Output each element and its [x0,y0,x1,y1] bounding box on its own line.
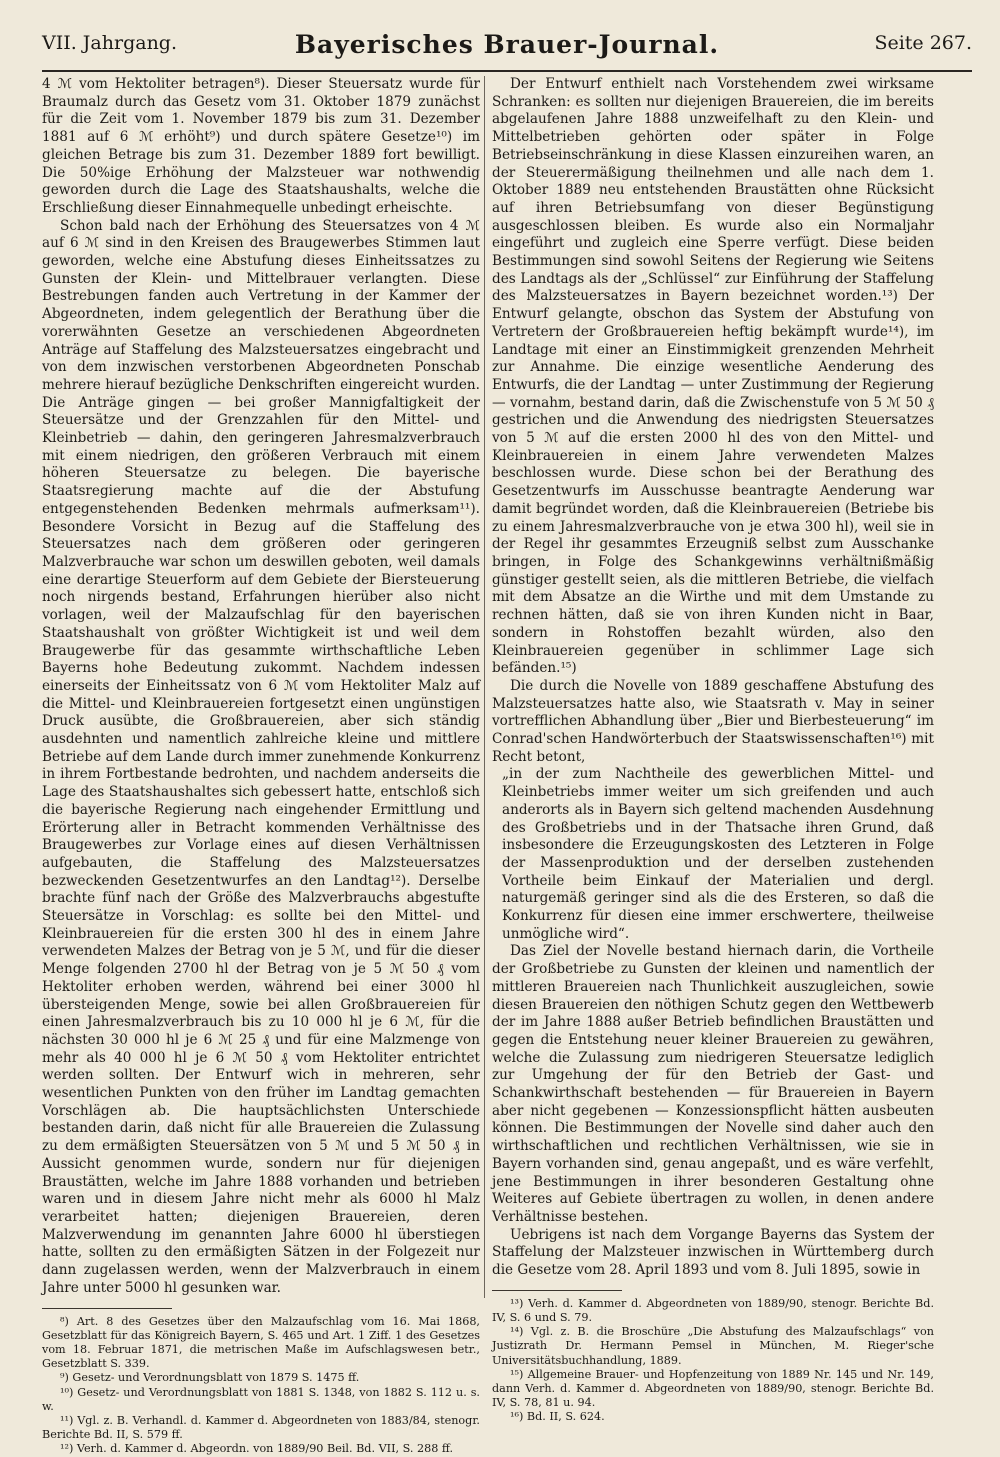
volume-label: VII. Jahrgang. [42,32,178,54]
right-paragraph-3: Das Ziel der Novelle bestand hiernach darin, die Vortheile der Großbetriebe zu Gunsten der kleinen und namentlich der mittleren Brauereien nach Thunlichkeit auszugleichen, sowie diesen Brauereien den nöthigen Schutz gegen den Wettbewerb der im Jahre 1888 außer Betrieb befindlichen Braustätten und gegen die Entstehung neuer kleiner Brauereien zu gewähren, welche die Zulassung zum niedrigeren Steuersatze lediglich zur Umgehung der für den Betrieb der Gast- und Schankwirthschaft bestehenden — für Brauereien in Bayern aber nicht gegebenen — Konzessionspflicht hätten ausbeuten können. Die Bestimmungen der Novelle sind daher auch den wirthschaftlichen und rechtlichen Verhältnissen, wie sie in Bayern vorhanden sind, genau angepaßt, und es wäre verfehlt, jene Bestimmungen in ihrer besonderen Gestaltung ohne Weiteres auf Gebiete übertragen zu wollen, in denen andere Verhältnisse bestehen. [492,943,934,1225]
footnote-12: ¹²) Verh. d. Kammer d. Abgeordn. von 1889/90 Beil. Bd. VII, S. 288 ff. [60,1442,454,1456]
left-paragraph-1: 4 ℳ vom Hektoliter betragen⁸). Dieser Steuersatz wurde für Braumalz durch das Gesetz vom 31. Oktober 1879 zunächst für die Zeit vom 1. November 1879 bis zum 31. Dezember 1881 auf 6 ℳ erhöht⁹) und durch spätere Gesetze¹⁰) im gleichen Betrage bis zum 31. Dezember 1889 fort bewilligt. Die 50%ige Erhöhung der Malzsteuer war nothwendig geworden durch die Lage des Staatshaushalts, welche die Erschließung dieser Einnahmequelle unbedingt erheischte. [42,76,480,216]
column-divider [484,76,485,1298]
footnote-15: ¹⁵) Allgemeine Brauer- und Hopfenzeitung von 1889 Nr. 145 und Nr. 149, dann Verh. d. Kammer d. Abgeordneten von 1889/90, stenogr. Berichte Bd. IV, S. 78, 81 u. 94. [492,1367,934,1410]
right-paragraph-1: Der Entwurf enthielt nach Vorstehendem zwei wirksame Schranken: es sollten nur diejenigen Brauereien, die im bereits abgelaufenen Jahre 1888 unzweifelhaft zu den Klein- und Mittelbetrieben gehörten oder später in Folge Betriebseinschränkung in diese Klassen einzureihen waren, an der Steuerermäßigung theilnehmen und alle nach dem 1. Oktober 1889 neu entstehenden Braustätten ohne Rücksicht auf ihren Betriebsumfang von dieser Begünstigung ausgeschlossen bleiben. Es wurde also ein Normaljahr eingeführt und zugleich eine Sperre verfügt. Diese beiden Bestimmungen sind sowohl Seitens der Regierung wie Seitens des Landtags als der „Schlüssel“ zur Einführung der Staffelung des Malzsteuersatzes in Bayern bezeichnet worden.¹³) Der Entwurf gelangte, obschon das System der Abstufung von Vertretern der Großbrauereien heftig bekämpft wurde¹⁴), im Landtage mit einer an Einstimmigkeit grenzenden Mehrheit zur Annahme. Die einzige wesentliche Aenderung des Entwurfs, die der Landtag — unter Zustimmung der Regierung — vornahm, bestand darin, daß die Zwischenstufe von 5 ℳ 50 ₰ gestrichen und die Anwendung des niedrigsten Steuersatzes von 5 ℳ auf die ersten 2000 hl des von den Mittel- und Kleinbrauereien in einem Jahre verwendeten Malzes beschlossen wurde. Diese schon bei der Berathung des Gesetzentwurfs im Ausschusse beantragte Aenderung war damit begründet worden, daß die Kleinbrauereien (Betriebe bis zu einem Jahresmalzverbrauche von je etwa 300 hl), weil sie in der Regel ihr gesammtes Erzeugniß selbst zum Ausschanke bringen, in Folge des Schankgewinns verhältnißmäßig günstiger gestellt seien, als die mittleren Betriebe, die vielfach mit dem Absatze an die Wirthe und mit dem Umstande zu rechnen hätten, daß sie von ihren Kunden nicht in Baar, sondern in Rohstoffen bezahlt würden, also den Kleinbrauereien gegenüber in schlimmer Lage sich befänden.¹⁵) [492,76,934,677]
footnote-13: ¹³) Verh. d. Kammer d. Abgeordneten von 1889/90, stenogr. Berichte Bd. IV, S. 6 und S. 79. [492,1296,934,1325]
left-column [42,76,480,1457]
footnote-16: ¹⁶) Bd. II, S. 624. [510,1410,605,1424]
page-header [42,30,972,72]
journal-title: Bayerisches Brauer-Journal. [294,30,720,59]
footnote-9: ⁹) Gesetz- und Verordnungsblatt von 1879 S. 1475 ff. [60,1371,360,1385]
footnote-8: ⁸) Art. 8 des Gesetzes über den Malzaufschlag vom 16. Mai 1868, Gesetzblatt für das Königreich Bayern, S. 465 und Art. 1 Ziff. 1 des Gesetzes vom 18. Februar 1871, die metrischen Maße im Aufschlagswesen betr., Gesetzblatt S. 339. [42,1314,480,1371]
right-paragraph-2: Die durch die Novelle von 1889 geschaffene Abstufung des Malzsteuersatzes hatte also, wie Staatsrath v. May in seiner vortrefflichen Abhandlung über „Bier und Bierbesteuerung“ im Conrad'schen Handwörterbuch der Staatswissenschaften¹⁶) mit Recht betont, [492,677,934,765]
footnote-11: ¹¹) Vgl. z. B. Verhandl. d. Kammer d. Abgeordneten von 1883/84, stenogr. Berichte Bd. II, S. 579 ff. [42,1413,480,1442]
footnote-14: ¹⁴) Vgl. z. B. die Broschüre „Die Abstufung des Malzaufschlags“ von Justizrath Dr. Hermann Pemsel in München, M. Rieger'sche Universitätsbuchhandlung, 1889. [492,1325,934,1367]
right-column [492,76,934,1425]
left-paragraph-2: Schon bald nach der Erhöhung des Steuersatzes von 4 ℳ auf 6 ℳ sind in den Kreisen des Braugewerbes Stimmen laut geworden, welche eine Abstufung dieses Einheitssatzes zu Gunsten der Klein- und Mittelbrauer verlangten. Diese Bestrebungen fanden auch Vertretung in der Kammer der Abgeordneten, indem gelegentlich der Berathung über die vorerwähnten Gesetze an verschiedenen Abgeordneten Anträge auf Staffelung des Malzsteuersatzes eingebracht und von dem inzwischen verstorbenen Abgeordneten Ponschab mehrere hierauf bezügliche Denkschriften eingereicht wurden. Die Anträge gingen — bei großer Mannigfaltigkeit der Steuersätze und der Grenzzahlen für den Mittel- und Kleinbetrieb — dahin, den geringeren Jahresmalzverbrauch mit einem niedrigen, den größeren Verbrauch mit einem höheren Steuersatze zu belegen. Die bayerische Staatsregierung machte auf die der Abstufung entgegenstehenden Bedenken mehrmals aufmerksam¹¹). Besondere Vorsicht in Bezug auf die Staffelung des Steuersatzes nach dem größeren oder geringeren Malzverbrauche war schon um deswillen geboten, weil damals eine derartige Steuerform auf dem Gebiete der Biersteuerung noch nirgends bestand, Erfahrungen hierüber also nicht vorlagen, weil der Malzaufschlag für den bayerischen Staatshaushalt von größter Wichtigkeit ist und weil dem Braugewerbe für das gesammte wirthschaftliche Leben Bayerns hohe Bedeutung zukommt. Nachdem indessen einerseits der Einheitssatz von 6 ℳ vom Hektoliter Malz auf die Mittel- und Kleinbrauereien fortgesetzt einen ungünstigen Druck ausübte, die Großbrauereien, aber sich ständig ausdehnten und namentlich zahlreiche kleine und mittlere Betriebe auf dem Lande durch immer zunehmende Konkurrenz in ihrem Fortbestande bedrohten, und nachdem anderseits die Lage des Staatshaushaltes sich gebessert hatte, entschloß sich die bayerische Regierung nach eingehender Ermittlung und Erörterung aller in Betracht kommenden Verhältnisse des Braugewerbes zur Vorlage eines auf diesen Verhältnissen aufgebauten, die Staffelung des Malzsteuersatzes bezweckenden Gesetzentwurfes an den Landtag¹²). Derselbe brachte fünf nach der Größe des Malzverbrauchs abgestufte Steuersätze in Vorschlag: es sollte bei den Mittel- und Kleinbrauereien für die ersten 300 hl des in einem Jahre verwendeten Malzes der Betrag von je 5 ℳ, und für die dieser Menge folgenden 2700 hl der Betrag von je 5 ℳ 50 ₰ vom Hektoliter erhoben werden, während bei einer 3000 hl übersteigenden Menge, sowie bei allen Großbrauereien für einen Jahresmalzverbrauch bis zu 10 000 hl je 6 ℳ, für die nächsten 30 000 hl je 6 ℳ 25 ₰ und für eine Malzmenge von mehr als 40 000 hl je 6 ℳ 50 ₰ vom Hektoliter entrichtet werden sollten. Der Entwurf wich in mehreren, sehr wesentlichen Punkten von den früher im Landtag gemachten Vorschlägen ab. Die hauptsächlichsten Unterschiede bestanden darin, daß nicht für alle Brauereien die Zulassung zu dem ermäßigten Steuersätzen von 5 ℳ und 5 ℳ 50 ₰ in Aussicht genommen wurde, sondern nur für diejenigen Braustätten, welche im Jahre 1888 vorhanden und betrieben waren und in diesem Jahre nicht mehr als 6000 hl Malz verarbeitet hatten; diejenigen Brauereien, deren Malzverwendung im genannten Jahre 6000 hl überstiegen hatte, sollten zu den ermäßigten Sätzen in der Folgezeit nur dann zugelassen werden, wenn der Malzverbrauch in einem Jahre unter 5000 hl gesunken war. [42,217,480,1296]
right-footnote-separator [492,1290,622,1291]
footnote-10: ¹⁰) Gesetz- und Verordnungsblatt von 1881 S. 1348, von 1882 S. 112 u. s. w. [42,1385,480,1413]
left-footnote-separator [42,1308,172,1309]
page-number: Seite 267. [874,32,972,54]
right-paragraph-4: Uebrigens ist nach dem Vorgange Bayerns das System der Staffelung der Malzsteuer inzwischen in Württemberg durch die Gesetze vom 28. April 1893 und vom 8. Juli 1895, sowie in [492,1226,934,1279]
block-quote: „in der zum Nachtheile des gewerblichen Mittel- und Kleinbetriebs immer weiter um sich greifenden und auch anderorts als in Bayern sich geltend machenden Ausdehnung des Großbetriebs und in der Thatsache ihren Grund, daß insbesondere die Erzeugungskosten des Letzteren in Folge der Massenproduktion und der derselben zustehenden Vortheile beim Einkauf der Materialien und dergl. naturgemäß geringer sind als die des Ersteren, so daß die Konkurrenz für diesen eine immer erschwertere, theilweise unmögliche wird“. [502,766,934,942]
